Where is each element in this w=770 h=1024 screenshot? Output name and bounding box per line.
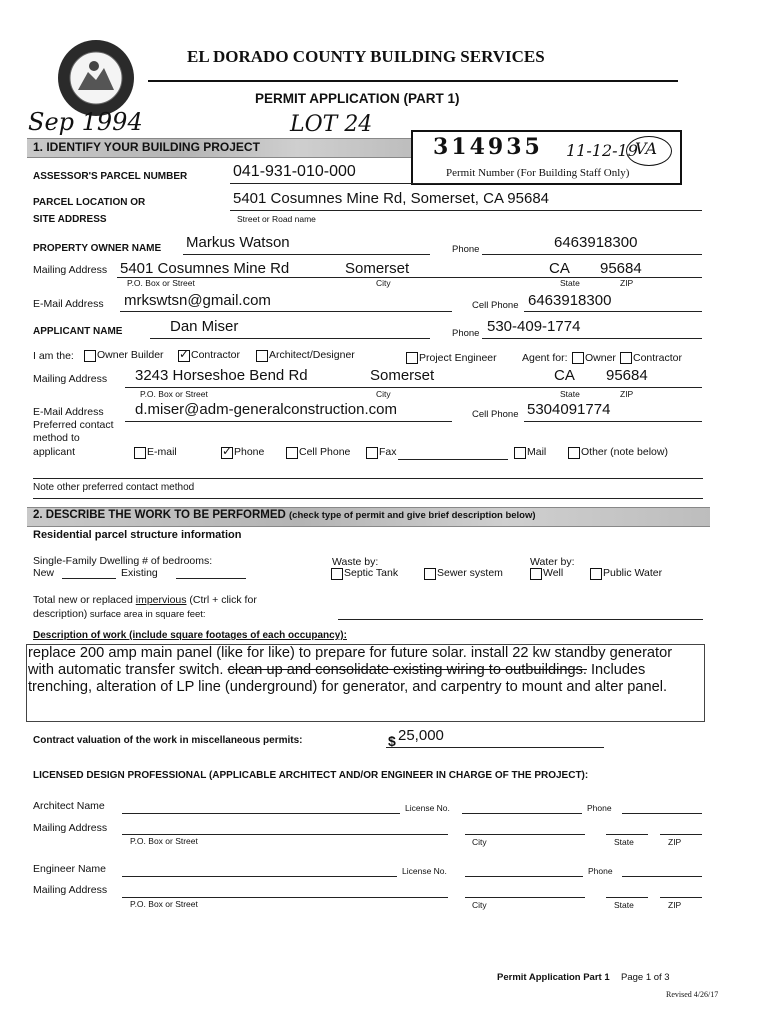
architect-license-label: License No. xyxy=(405,803,450,813)
owner-phone-field[interactable]: 6463918300 xyxy=(554,234,638,251)
site-address-underline xyxy=(230,210,702,211)
applicant-phone-label: Phone xyxy=(452,328,480,339)
pref-phone-label: Phone xyxy=(234,446,265,458)
permit-number-label: Permit Number (For Building Staff Only) xyxy=(446,167,630,179)
owner-city-sub: City xyxy=(376,278,391,288)
architect-phone-field[interactable] xyxy=(622,813,702,814)
applicant-phone-underline xyxy=(482,338,702,339)
street-sub: Street or Road name xyxy=(237,214,316,224)
agent-contractor-checkbox[interactable] xyxy=(620,352,632,364)
pref-fax-checkbox[interactable] xyxy=(366,447,378,459)
valuation-currency: $ xyxy=(388,733,396,749)
pref-phone-checkbox[interactable] xyxy=(221,447,233,459)
owner-cell-field[interactable]: 6463918300 xyxy=(528,292,612,309)
architect-city-field[interactable] xyxy=(465,834,585,835)
impervious-link[interactable]: impervious xyxy=(135,594,187,606)
owner-name-label: PROPERTY OWNER NAME xyxy=(33,243,162,254)
owner-builder-checkbox[interactable] xyxy=(84,350,96,362)
agent-owner-label: Owner xyxy=(585,352,616,364)
valuation-field[interactable]: 25,000 xyxy=(398,727,444,744)
septic-checkbox[interactable] xyxy=(331,568,343,580)
waste-label: Waste by: xyxy=(332,556,379,568)
owner-po-sub: P.O. Box or Street xyxy=(127,278,195,288)
applicant-zip-sub: ZIP xyxy=(620,389,634,399)
pref-other-label: Other (note below) xyxy=(581,446,668,458)
fax-underline xyxy=(398,459,508,460)
well-checkbox[interactable] xyxy=(530,568,542,580)
applicant-email-field[interactable]: d.miser@adm-generalconstruction.com xyxy=(135,401,397,418)
owner-state-field[interactable]: CA xyxy=(549,260,570,277)
owner-phone-underline xyxy=(482,254,702,255)
architect-checkbox[interactable] xyxy=(256,350,268,362)
owner-cell-label: Cell Phone xyxy=(472,300,519,311)
valuation-label: Contract valuation of the work in miscellaneous permits: xyxy=(33,735,303,746)
section1-title: 1. IDENTIFY YOUR BUILDING PROJECT xyxy=(33,140,260,154)
note-top-rule xyxy=(33,478,703,479)
owner-phone-label: Phone xyxy=(452,244,480,255)
description-line-3: trenching, alteration of LP line (underground) for generator, and carpentry to mount and alter panel. xyxy=(28,679,668,695)
architect-zip-sub: ZIP xyxy=(668,837,682,847)
public-water-checkbox[interactable] xyxy=(590,568,602,580)
public-water-label: Public Water xyxy=(603,567,663,579)
engineer-license-label: License No. xyxy=(402,866,447,876)
project-engineer-checkbox[interactable] xyxy=(406,352,418,364)
applicant-phone-field[interactable]: 530-409-1774 xyxy=(487,318,581,335)
pref-email-label: E-mail xyxy=(147,446,177,458)
impervious-line-1: Total new or replaced impervious (Ctrl + click for xyxy=(33,594,257,606)
pref-other-checkbox[interactable] xyxy=(568,447,580,459)
owner-mailing-label: Mailing Address xyxy=(33,264,108,276)
engineer-po-sub: P.O. Box or Street xyxy=(130,899,198,909)
impervious-line-2: description) surface area in square feet: xyxy=(33,608,206,620)
handwritten-note-sep: Sep 1994 xyxy=(28,108,143,136)
owner-zip-sub: ZIP xyxy=(620,278,634,288)
septic-label: Septic Tank xyxy=(344,567,399,579)
engineer-city-sub: City xyxy=(472,900,487,910)
new-label: New xyxy=(33,567,55,579)
applicant-street-field[interactable]: 3243 Horseshoe Bend Rd xyxy=(135,367,308,384)
applicant-name-field[interactable]: Dan Miser xyxy=(170,318,239,335)
agent-for-label: Agent for: xyxy=(522,352,568,364)
impervious-underline xyxy=(338,619,703,620)
pref-email-checkbox[interactable] xyxy=(134,447,146,459)
architect-street-field[interactable] xyxy=(122,834,448,835)
applicant-cell-field[interactable]: 5304091774 xyxy=(527,401,611,418)
architect-name-field[interactable] xyxy=(122,813,400,814)
engineer-state-field[interactable] xyxy=(606,897,648,898)
handwritten-initials: VA xyxy=(635,139,658,158)
section2-title: 2. DESCRIBE THE WORK TO BE PERFORMED (check type of permit and give brief description below) xyxy=(33,509,536,521)
architect-zip-field[interactable] xyxy=(660,834,702,835)
applicant-email-underline xyxy=(125,421,452,422)
owner-email-underline xyxy=(120,311,452,312)
sewer-checkbox[interactable] xyxy=(424,568,436,580)
location-label-2: SITE ADDRESS xyxy=(33,214,107,225)
engineer-state-sub: State xyxy=(614,900,634,910)
sfd-label: Single-Family Dwelling # of bedrooms: xyxy=(33,555,213,567)
existing-label: Existing xyxy=(121,567,158,579)
note-other-label: Note other preferred contact method xyxy=(33,482,195,493)
apn-label: ASSESSOR'S PARCEL NUMBER xyxy=(33,171,188,182)
header-rule xyxy=(148,80,678,82)
applicant-state-sub: State xyxy=(560,389,580,399)
pref-fax-label: Fax xyxy=(379,446,397,458)
architect-license-field[interactable] xyxy=(462,813,582,814)
owner-builder-label: Owner Builder xyxy=(97,349,164,361)
engineer-name-field[interactable] xyxy=(122,876,397,877)
applicant-zip-field[interactable]: 95684 xyxy=(606,367,648,384)
engineer-zip-sub: ZIP xyxy=(668,900,682,910)
water-label: Water by: xyxy=(530,556,575,568)
owner-state-sub: State xyxy=(560,278,580,288)
owner-name-field[interactable]: Markus Watson xyxy=(186,234,290,251)
description-line-1: replace 200 amp main panel (like for like) to prepare for future solar. install 22 kw standby generator xyxy=(28,645,673,661)
description-label: Description of work (include square footages of each occupancy): xyxy=(33,630,347,641)
architect-name-label: Architect Name xyxy=(33,800,105,812)
owner-city-field[interactable]: Somerset xyxy=(345,260,410,277)
apn-field[interactable]: 041-931-010-000 xyxy=(233,163,356,180)
architect-po-sub: P.O. Box or Street xyxy=(130,836,198,846)
handwritten-permit-number: 314935 xyxy=(433,134,543,160)
sewer-label: Sewer system xyxy=(437,567,503,579)
pref-label-2: Preferred contact xyxy=(33,419,114,431)
applicant-name-label: APPLICANT NAME xyxy=(33,326,123,337)
pref-label-4: applicant xyxy=(33,446,76,458)
existing-underline xyxy=(176,578,246,579)
iam-label: I am the: xyxy=(33,350,74,362)
footer-page: Page 1 of 3 xyxy=(621,972,670,983)
contractor-checkbox[interactable] xyxy=(178,350,190,362)
applicant-mailing-underline xyxy=(125,387,702,388)
engineer-street-field[interactable] xyxy=(122,897,448,898)
struck-text: clean up and consolidate existing wiring to outbuildings. xyxy=(227,662,587,678)
site-address-field[interactable]: 5401 Cosumnes Mine Rd, Somerset, CA 95684 xyxy=(233,190,550,207)
applicant-email-label: E-Mail Address xyxy=(33,406,104,418)
owner-zip-field[interactable]: 95684 xyxy=(600,260,642,277)
applicant-city-sub: City xyxy=(376,389,391,399)
pref-cell-checkbox[interactable] xyxy=(286,447,298,459)
design-professional-heading: LICENSED DESIGN PROFESSIONAL (APPLICABLE ARCHITECT AND/OR ENGINEER IN CHARGE OF THE PROJECT): xyxy=(33,770,589,781)
architect-label: Architect/Designer xyxy=(269,349,355,361)
applicant-state-field[interactable]: CA xyxy=(554,367,575,384)
agency-title: EL DORADO COUNTY BUILDING SERVICES xyxy=(187,47,545,66)
footer-revised: Revised 4/26/17 xyxy=(666,990,719,999)
agent-owner-checkbox[interactable] xyxy=(572,352,584,364)
owner-email-label: E-Mail Address xyxy=(33,298,104,310)
engineer-name-label: Engineer Name xyxy=(33,863,106,875)
engineer-city-field[interactable] xyxy=(465,897,585,898)
pref-label-3: method to xyxy=(33,432,80,444)
location-label-1: PARCEL LOCATION OR xyxy=(33,197,146,208)
pref-cell-label: Cell Phone xyxy=(299,446,351,458)
county-seal xyxy=(56,38,136,118)
agent-contractor-label: Contractor xyxy=(633,352,683,364)
handwritten-date: 11-12-19 xyxy=(566,141,638,160)
architect-phone-label: Phone xyxy=(587,803,612,813)
applicant-name-underline xyxy=(150,338,430,339)
architect-city-sub: City xyxy=(472,837,487,847)
engineer-phone-label: Phone xyxy=(588,866,613,876)
architect-mailing-label: Mailing Address xyxy=(33,822,108,834)
engineer-mailing-label: Mailing Address xyxy=(33,884,108,896)
contractor-label: Contractor xyxy=(191,349,241,361)
engineer-phone-field[interactable] xyxy=(622,876,702,877)
handwritten-lot: LOT 24 xyxy=(290,112,373,137)
architect-state-field[interactable] xyxy=(606,834,648,835)
owner-email-field[interactable]: mrkswtsn@gmail.com xyxy=(124,292,271,309)
applicant-cell-underline xyxy=(524,421,702,422)
applicant-cell-label: Cell Phone xyxy=(472,409,519,420)
valuation-underline xyxy=(386,747,604,748)
owner-name-underline xyxy=(183,254,430,255)
owner-mailing-underline xyxy=(117,277,702,278)
engineer-zip-field[interactable] xyxy=(660,897,702,898)
owner-cell-underline xyxy=(524,311,702,312)
well-label: Well xyxy=(543,567,564,579)
project-engineer-label: Project Engineer xyxy=(419,352,497,364)
description-line-2: with automatic transfer switch. clean up and consolidate existing wiring to outbuildings. Includes xyxy=(28,662,646,678)
apn-underline xyxy=(230,183,440,184)
footer-title: Permit Application Part 1 xyxy=(497,972,610,983)
applicant-po-sub: P.O. Box or Street xyxy=(140,389,208,399)
owner-street-field[interactable]: 5401 Cosumnes Mine Rd xyxy=(120,260,290,277)
residential-heading: Residential parcel structure information xyxy=(33,529,242,541)
pref-mail-label: Mail xyxy=(527,446,547,458)
applicant-city-field[interactable]: Somerset xyxy=(370,367,435,384)
architect-state-sub: State xyxy=(614,837,634,847)
new-underline xyxy=(62,578,116,579)
engineer-license-field[interactable] xyxy=(465,876,583,877)
note-bottom-rule xyxy=(33,498,703,499)
pref-mail-checkbox[interactable] xyxy=(514,447,526,459)
form-title: PERMIT APPLICATION (PART 1) xyxy=(255,91,460,106)
applicant-mailing-label: Mailing Address xyxy=(33,373,108,385)
